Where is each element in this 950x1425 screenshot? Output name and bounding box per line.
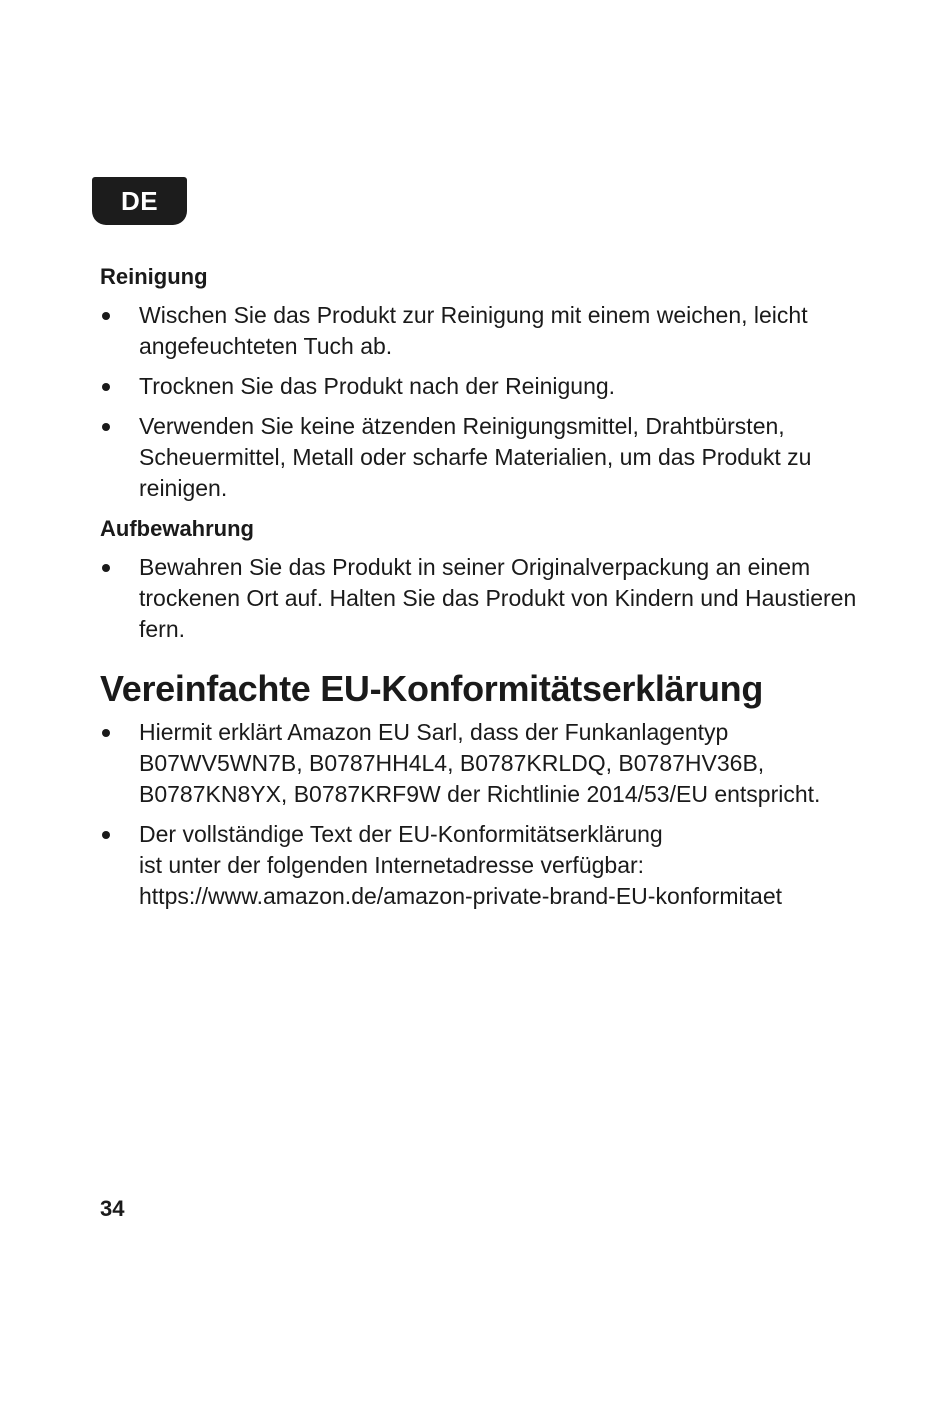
- conformity-heading: Vereinfachte EU-Konformitätserklärung: [100, 668, 764, 709]
- bullet-icon: [102, 729, 110, 737]
- bullet-icon: [102, 564, 110, 572]
- list-item-text: Verwenden Sie keine ätzenden Reinigungsmittel, Drahtbürsten, Scheuermittel, Metall oder scharfe Materialien, um das Produkt zu reinigen.: [139, 413, 812, 501]
- conformity-list: [100, 717, 860, 912]
- page-number: 34: [100, 1196, 125, 1221]
- language-tab: DE: [92, 177, 187, 225]
- list-item: [100, 300, 860, 362]
- bullet-icon: [102, 312, 110, 320]
- list-item: [100, 717, 860, 810]
- storage-heading: Aufbewahrung: [100, 516, 254, 541]
- storage-list: [100, 552, 860, 645]
- list-item-text: Wischen Sie das Produkt zur Reinigung mit einem weichen, leicht angefeuchteten Tuch ab.: [139, 302, 808, 359]
- bullet-icon: [102, 423, 110, 431]
- list-item: [100, 819, 860, 912]
- list-item: [100, 411, 860, 504]
- conformity-text-line-1: Der vollständige Text der EU-Konformitätserklärung: [139, 821, 663, 847]
- cleaning-heading: Reinigung: [100, 264, 208, 289]
- conformity-text-line-2: ist unter der folgenden Internetadresse verfügbar:: [139, 852, 645, 878]
- list-item: [100, 552, 860, 645]
- bullet-icon: [102, 831, 110, 839]
- bullet-icon: [102, 383, 110, 391]
- list-item-text: Bewahren Sie das Produkt in seiner Originalverpackung an einem trockenen Ort auf. Halten Sie das Produkt von Kindern und Haustieren fern.: [139, 554, 857, 642]
- list-item: [100, 371, 860, 402]
- cleaning-list: [100, 300, 860, 504]
- page-content: [100, 262, 860, 921]
- list-item-text: Hiermit erklärt Amazon EU Sarl, dass der Funkanlagentyp B07WV5WN7B, B0787HH4L4, B0787KRLDQ, B0787HV36B, B0787KN8YX, B0787KRF9W der Richtlinie 2014/53/EU entspricht.: [139, 719, 821, 807]
- conformity-url: https://www.amazon.de/amazon-private-brand-EU-konformitaet: [139, 883, 783, 909]
- list-item-text: Trocknen Sie das Produkt nach der Reinigung.: [139, 373, 616, 399]
